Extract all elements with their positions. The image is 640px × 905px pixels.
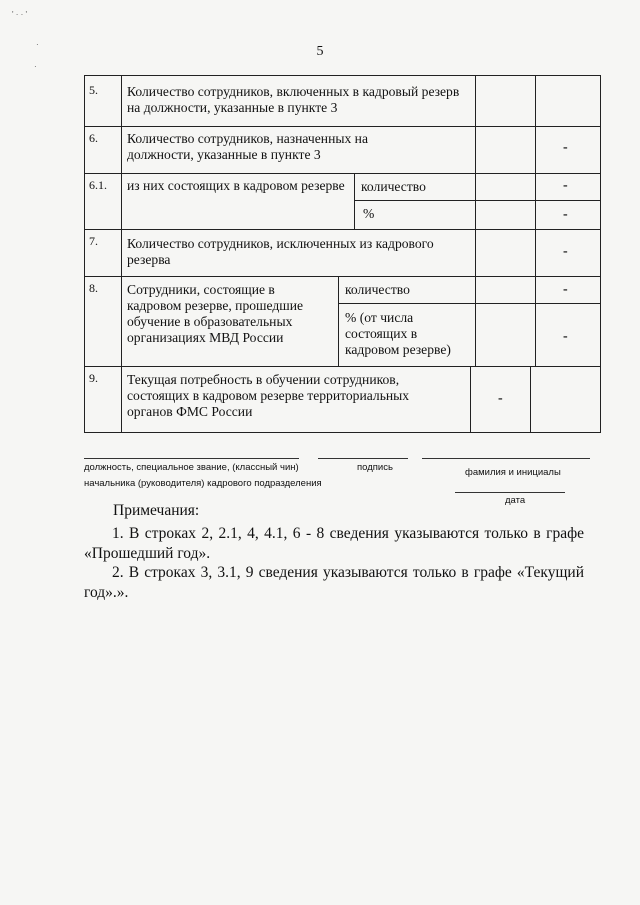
signature-label: подпись — [357, 462, 393, 473]
row-8-sub-value: - — [563, 329, 568, 344]
signature-line — [318, 458, 408, 459]
position-label-2: начальника (руководителя) кадрового подразделения — [84, 478, 322, 489]
table-divider — [338, 276, 339, 366]
row-6-1-sub-label: % — [363, 206, 375, 221]
row-7-value: - — [563, 244, 568, 259]
scan-artifact: · — [36, 40, 39, 49]
row-8-sub-value: - — [563, 282, 568, 297]
date-label: дата — [505, 495, 526, 506]
table-divider — [85, 229, 600, 230]
table-divider — [470, 366, 471, 432]
page-number: 5 — [316, 44, 324, 59]
row-8-number: 8. — [89, 281, 98, 295]
position-label: должность, специальное звание, (классный чин) — [84, 462, 299, 473]
row-7-text: Количество сотрудников, исключенных из кадрового резерва — [127, 236, 434, 267]
scan-artifact: · — [34, 62, 37, 71]
table-divider — [475, 76, 476, 366]
table-divider — [121, 76, 122, 432]
row-9-text: Текущая потребность в обучении сотрудников, состоящих в кадровом резерве территориальных органов ФМС России — [127, 372, 410, 419]
notes-title: Примечания: — [113, 502, 200, 519]
row-6-number: 6. — [89, 131, 98, 145]
table-divider — [85, 276, 600, 277]
position-signature-line — [84, 458, 299, 459]
row-8-sub-label: количество — [345, 282, 410, 297]
table-divider — [535, 76, 536, 366]
row-6-value: - — [563, 140, 568, 155]
note-item: 1. В строках 2, 2.1, 4, 4.1, 6 - 8 сведения указываются только в графе «Прошедший год». — [84, 525, 584, 562]
table-divider — [354, 173, 355, 229]
row-6-1-text: из них состоящих в кадровом резерве — [127, 178, 345, 193]
row-8-text: Сотрудники, состоящие в кадровом резерве, прошедшие обучение в образовательных организациях МВД России — [127, 282, 304, 345]
row-7-number: 7. — [89, 234, 98, 248]
note-item: 2. В строках 3, 3.1, 9 сведения указываются только в графе «Текущий год».». — [84, 564, 584, 601]
row-6-1-number: 6.1. — [89, 178, 107, 192]
table-divider — [85, 126, 600, 127]
table-divider — [354, 200, 600, 201]
table-divider — [85, 173, 600, 174]
scan-artifact: ' · · ' — [12, 10, 28, 19]
table-divider — [530, 366, 531, 432]
row-6-text: Количество сотрудников, назначенных на должности, указанные в пункте 3 — [127, 131, 368, 162]
row-8-sub-label: % (от числа состоящих в кадровом резерве) — [345, 310, 451, 357]
row-5-number: 5. — [89, 83, 98, 97]
row-6-1-sub-value: - — [563, 207, 568, 222]
row-6-1-sub-label: количество — [361, 179, 426, 194]
table-divider — [338, 303, 600, 304]
date-signature-line — [455, 492, 565, 493]
name-signature-line — [422, 458, 590, 459]
table-divider — [85, 366, 600, 367]
row-9-value: - — [498, 391, 503, 406]
row-6-1-sub-value: - — [563, 178, 568, 193]
row-9-number: 9. — [89, 371, 98, 385]
report-table — [84, 75, 601, 433]
name-label: фамилия и инициалы — [465, 467, 561, 478]
row-5-text: Количество сотрудников, включенных в кадровый резерв на должности, указанные в пункте 3 — [127, 84, 460, 115]
